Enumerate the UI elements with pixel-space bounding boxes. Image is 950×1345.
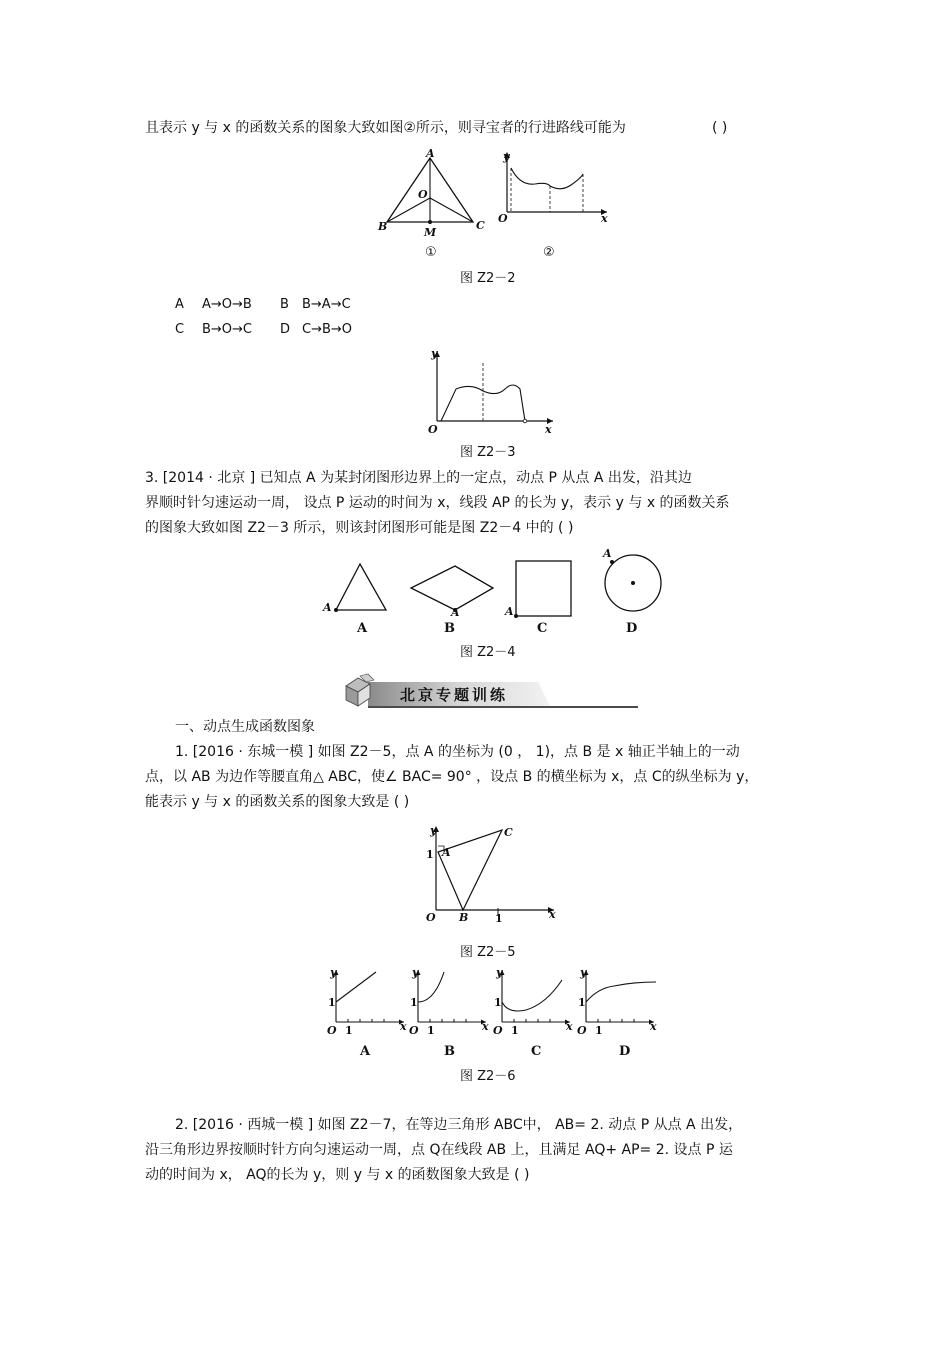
axis-label-y: y (496, 966, 503, 979)
figure-z2-6-graph-a (324, 966, 410, 1038)
tick-label-x-1: 1 (495, 912, 503, 925)
option-c-letter: C (175, 322, 185, 337)
graph-label-b: B (444, 1044, 455, 1059)
point-label-a: A (505, 605, 514, 618)
point-label-a: A (323, 601, 332, 614)
point-label-b: B (378, 220, 388, 233)
option-b-letter: B (280, 297, 289, 312)
figure-z2-2-triangle (375, 148, 490, 240)
subfigure-label-2: ② (543, 245, 555, 260)
figure-z2-6-graph-b (406, 966, 492, 1038)
tick-label-1: 1 (578, 996, 586, 1009)
axis-label-y: y (431, 347, 438, 360)
figure-z2-6-graph-c (490, 966, 576, 1038)
question-3-line-2: 界顺时针匀速运动一周， 设点 P 运动的时间为 x，线段 AP 的长为 y，表示 y 与 x 的函数关系 (145, 495, 730, 511)
figure-z2-4-circle (598, 545, 668, 617)
origin-label: O (577, 1024, 587, 1037)
tick-label-x-1: 1 (595, 1024, 603, 1037)
tick-label-x-1: 1 (345, 1024, 353, 1037)
figure-caption-z2-6: 图 Z2－6 (460, 1069, 516, 1084)
axis-label-y: y (503, 150, 510, 163)
option-a-letter: A (175, 297, 184, 312)
point-label-m: M (424, 226, 437, 239)
axis-label-x: x (400, 1020, 407, 1033)
question-1-line-1: 1. [2016 · 东城一模 ] 如图 Z2－5，点 A 的坐标为 (0 ， 1)，点 B 是 x 轴正半轴上的一动 (175, 744, 740, 760)
point-label-a: A (451, 606, 460, 619)
tick-label-1: 1 (410, 996, 418, 1009)
figure-caption-z2-3: 图 Z2－3 (460, 445, 516, 460)
shape-label-d: D (626, 621, 638, 636)
question-2-line-2: 沿三角形边界按顺时针方向匀速运动一周，点 Q在线段 AB 上，且满足 AQ+ AP= 2. 设点 P 运 (145, 1142, 733, 1158)
subfigure-label-1: ① (425, 245, 437, 260)
figure-z2-3-graph (425, 345, 560, 437)
question-text-line: 且表示 y 与 x 的函数关系的图象大致如图②所示，则寻宝者的行进路线可能为 (145, 120, 626, 136)
graph-label-a: A (360, 1044, 371, 1059)
figure-caption-z2-2: 图 Z2－2 (460, 271, 516, 286)
option-d-text: C→B→O (302, 322, 353, 337)
axis-label-y: y (580, 966, 587, 979)
tick-label-1: 1 (494, 996, 502, 1009)
figure-z2-4-rhombus (405, 560, 500, 618)
shape-label-b: B (444, 621, 455, 636)
origin-label: O (498, 212, 508, 225)
origin-label: O (428, 423, 438, 436)
point-label-c: C (504, 826, 513, 839)
axis-label-x: x (545, 423, 552, 436)
question-2-line-1: 2. [2016 · 西城一模 ] 如图 Z2－7，在等边三角形 ABC中， AB= 2. 动点 P 从点 A 出发， (175, 1117, 743, 1133)
shape-label-c: C (537, 621, 548, 636)
axis-label-x: x (549, 908, 556, 921)
origin-label: O (493, 1024, 503, 1037)
figure-z2-5-graph (422, 822, 562, 927)
point-label-a: A (442, 846, 451, 859)
axis-label-y: y (430, 824, 437, 837)
graph-label-c: C (531, 1044, 542, 1059)
question-3-line-3: 的图象大致如图 Z2－3 所示，则该封闭图形可能是图 Z2－4 中的 ( ) (145, 520, 574, 536)
point-label-a: A (603, 547, 612, 560)
section-heading: 一、动点生成函数图象 (175, 719, 315, 735)
figure-z2-6-graph-d (574, 966, 660, 1038)
axis-label-x: x (566, 1020, 573, 1033)
point-label-c: C (476, 219, 485, 232)
tick-label-x-1: 1 (427, 1024, 435, 1037)
shape-label-a: A (357, 621, 368, 636)
tick-label-x-1: 1 (511, 1024, 519, 1037)
origin-label: O (409, 1024, 419, 1037)
option-a-text: A→O→B (202, 297, 252, 312)
figure-z2-4-square (505, 557, 577, 619)
graph-label-d: D (619, 1044, 631, 1059)
figure-z2-2-graph (495, 148, 615, 228)
axis-label-x: x (482, 1020, 489, 1033)
question-1-line-3: 能表示 y 与 x 的函数关系的图象大致是 ( ) (145, 794, 410, 810)
axis-label-x: x (601, 212, 608, 225)
point-label-a: A (426, 147, 435, 160)
question-2-line-3: 动的时间为 x， AQ的长为 y，则 y 与 x 的函数图象大致是 ( ) (145, 1167, 530, 1183)
option-d-letter: D (280, 322, 291, 337)
figure-z2-4-triangle (320, 560, 395, 615)
question-3-line-1: 3. [2014 · 北京 ] 已知点 A 为某封闭图形边界上的一定点，动点 P 从点 A 出发，沿其边 (145, 470, 692, 486)
option-b-text: B→A→C (302, 297, 351, 312)
answer-bracket: ( ) (712, 120, 728, 136)
figure-caption-z2-5: 图 Z2－5 (460, 945, 516, 960)
tick-label-y-1: 1 (426, 848, 434, 861)
banner-title: 北京专题训练 (400, 686, 509, 704)
point-label-b: B (459, 911, 469, 924)
axis-label-y: y (412, 966, 419, 979)
point-label-o: O (418, 188, 428, 201)
origin-label: O (426, 911, 436, 924)
origin-label: O (327, 1024, 337, 1037)
figure-caption-z2-4: 图 Z2－4 (460, 645, 516, 660)
tick-label-1: 1 (328, 996, 336, 1009)
question-1-line-2: 点，以 AB 为边作等腰直角△ ABC，使∠ BAC= 90° ，设点 B 的横坐标为 x，点 C的纵坐标为 y， (145, 769, 759, 785)
axis-label-y: y (330, 966, 337, 979)
axis-label-x: x (650, 1020, 657, 1033)
option-c-text: B→O→C (202, 322, 253, 337)
